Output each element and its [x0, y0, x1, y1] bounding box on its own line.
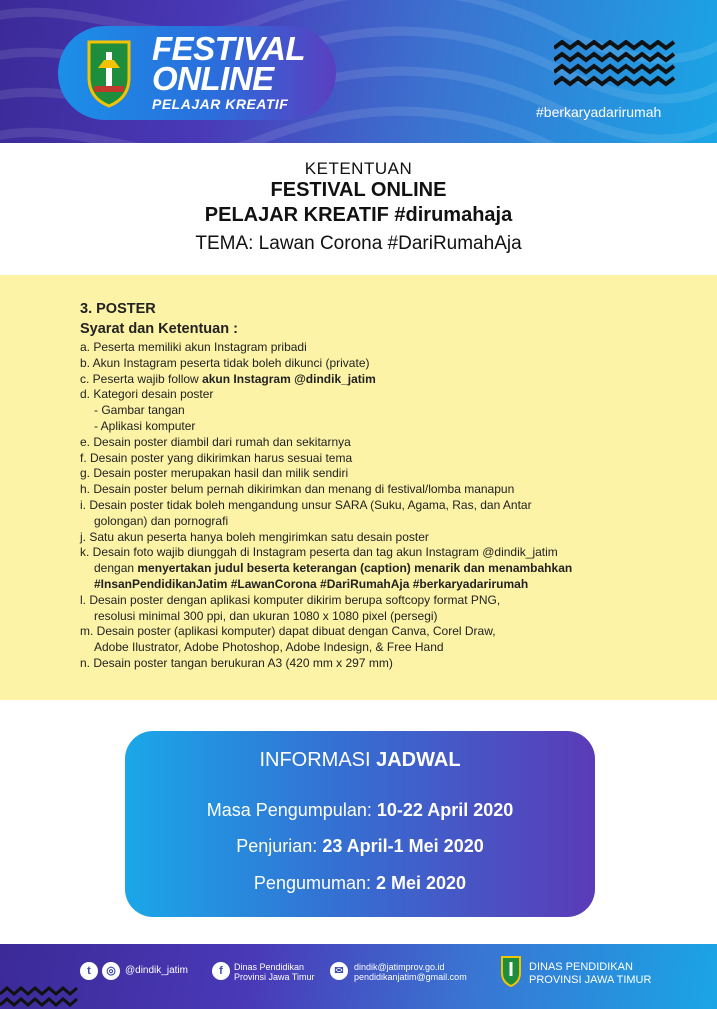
rule-item: i. Desain poster tidak boleh mengandung unsur SARA (Suku, Agama, Ras, dan Antar [80, 497, 532, 512]
schedule-heading-bold: JADWAL [376, 749, 461, 771]
footer-bar [0, 944, 717, 1009]
zigzag-icon [0, 984, 80, 1009]
schedule-card [125, 731, 595, 917]
header-banner [0, 0, 717, 143]
rule-item: j. Satu akun peserta hanya boleh mengirimkan satu desain poster [80, 529, 429, 544]
rule-subitem: - Gambar tangan [94, 403, 185, 418]
festival-subtitle: PELAJAR KREATIF [152, 96, 289, 112]
facebook-line2: Provinsi Jawa Timur [234, 972, 315, 982]
rules-list [80, 340, 680, 672]
rule-item-text: dengan [94, 561, 138, 576]
rule-item: f. Desain poster yang dikirimkan harus sesuai tema [80, 450, 353, 465]
instagram-icon[interactable]: ◎ [102, 962, 120, 980]
jatim-crest-icon [84, 38, 134, 108]
rule-item-bold: akun Instagram @dindik_jatim [202, 371, 376, 386]
rule-item-continued [80, 561, 680, 577]
title-festival-online: FESTIVAL ONLINE [270, 179, 447, 201]
schedule-value: 2 Mei 2020 [376, 873, 467, 893]
hashtag-text: #berkaryadarirumah [536, 104, 662, 120]
org-line2: PROVINSI JAWA TIMUR [529, 974, 652, 986]
rule-item: h. Desain poster belum pernah dikirimkan dan menang di festival/lomba manapun [80, 482, 515, 497]
rule-item: n. Desain poster tangan berukuran A3 (420 mm x 297 mm) [80, 655, 393, 670]
festival-title-line1: FESTIVAL [152, 30, 306, 67]
rules-section [0, 275, 717, 700]
rule-item-continued: Adobe Ilustrator, Adobe Photoshop, Adobe Indesign, & Free Hand [94, 640, 444, 655]
title-ketentuan: KETENTUAN [304, 159, 413, 178]
rule-item-continued: golongan) dan pornografi [94, 513, 229, 528]
schedule-label: Penjurian: [236, 836, 323, 856]
rule-item: a. Peserta memiliki akun Instagram pribadi [80, 340, 307, 354]
org-name [529, 961, 651, 987]
rule-subitem: - Aplikasi komputer [94, 418, 196, 433]
schedule-heading [125, 749, 595, 772]
rule-item: d. Kategori desain poster [80, 387, 214, 402]
rule-item-bold: menyertakan judul beserta keterangan (caption) menarik dan menambahkan [137, 561, 573, 576]
schedule-label: Pengumuman: [253, 873, 376, 893]
email-1: dindik@jatimprov.go.id [354, 962, 445, 972]
rule-item-bold: #InsanPendidikanJatim #LawanCorona #DariRumahAja #berkaryadarirumah [94, 576, 529, 591]
jatim-crest-icon [500, 955, 522, 987]
schedule-heading-light: INFORMASI [259, 749, 377, 771]
rule-item: m. Desain poster (aplikasi komputer) dapat dibuat dengan Canva, Corel Draw, [80, 624, 496, 639]
facebook-page[interactable] [234, 962, 315, 982]
twitter-icon[interactable]: t [80, 962, 98, 980]
rule-item-continued: resolusi minimal 300 ppi, dan ukuran 1080 x 1080 pixel (persegi) [94, 608, 438, 623]
email-2: pendidikanjatim@gmail.com [354, 972, 467, 982]
section-heading: 3. POSTER [80, 301, 156, 317]
rule-item: e. Desain poster diambil dari rumah dan sekitarnya [80, 434, 351, 449]
rule-item [80, 372, 680, 388]
schedule-row-pengumuman [125, 873, 595, 894]
rule-item: g. Desain poster merupakan hasil dan milik sendiri [80, 466, 349, 481]
zigzag-icon [554, 40, 678, 90]
title-tema: TEMA: Lawan Corona #DariRumahAja [195, 233, 522, 254]
schedule-row-penjurian [125, 836, 595, 857]
facebook-line1: Dinas Pendidikan [234, 962, 305, 972]
festival-title [152, 30, 306, 97]
rule-item: l. Desain poster dengan aplikasi komputer dikirim berupa softcopy format PNG, [80, 592, 501, 607]
schedule-value: 10-22 April 2020 [376, 800, 514, 820]
rule-item: b. Akun Instagram peserta tidak boleh dikunci (private) [80, 355, 370, 370]
schedule-value: 23 April-1 Mei 2020 [322, 836, 484, 856]
rule-item: k. Desain foto wajib diunggah di Instagram peserta dan tag akun Instagram @dindik_jatim [80, 545, 558, 560]
mail-icon[interactable]: ✉ [330, 962, 348, 980]
schedule-label: Masa Pengumpulan: [206, 800, 377, 820]
title-block [0, 143, 717, 275]
rule-item-text: c. Peserta wajib follow [80, 371, 203, 386]
email-addresses[interactable] [354, 962, 467, 982]
facebook-icon[interactable]: f [212, 962, 230, 980]
rule-item-hashtags [80, 577, 680, 593]
org-line1: DINAS PENDIDIKAN [529, 961, 633, 973]
rules-subheading: Syarat dan Ketentuan : [80, 321, 238, 337]
festival-title-line2: ONLINE [152, 60, 274, 97]
social-handle[interactable]: @dindik_jatim [125, 965, 188, 976]
title-pelajar-kreatif: PELAJAR KREATIF #dirumahaja [204, 204, 513, 226]
schedule-row-pengumpulan [125, 800, 595, 821]
